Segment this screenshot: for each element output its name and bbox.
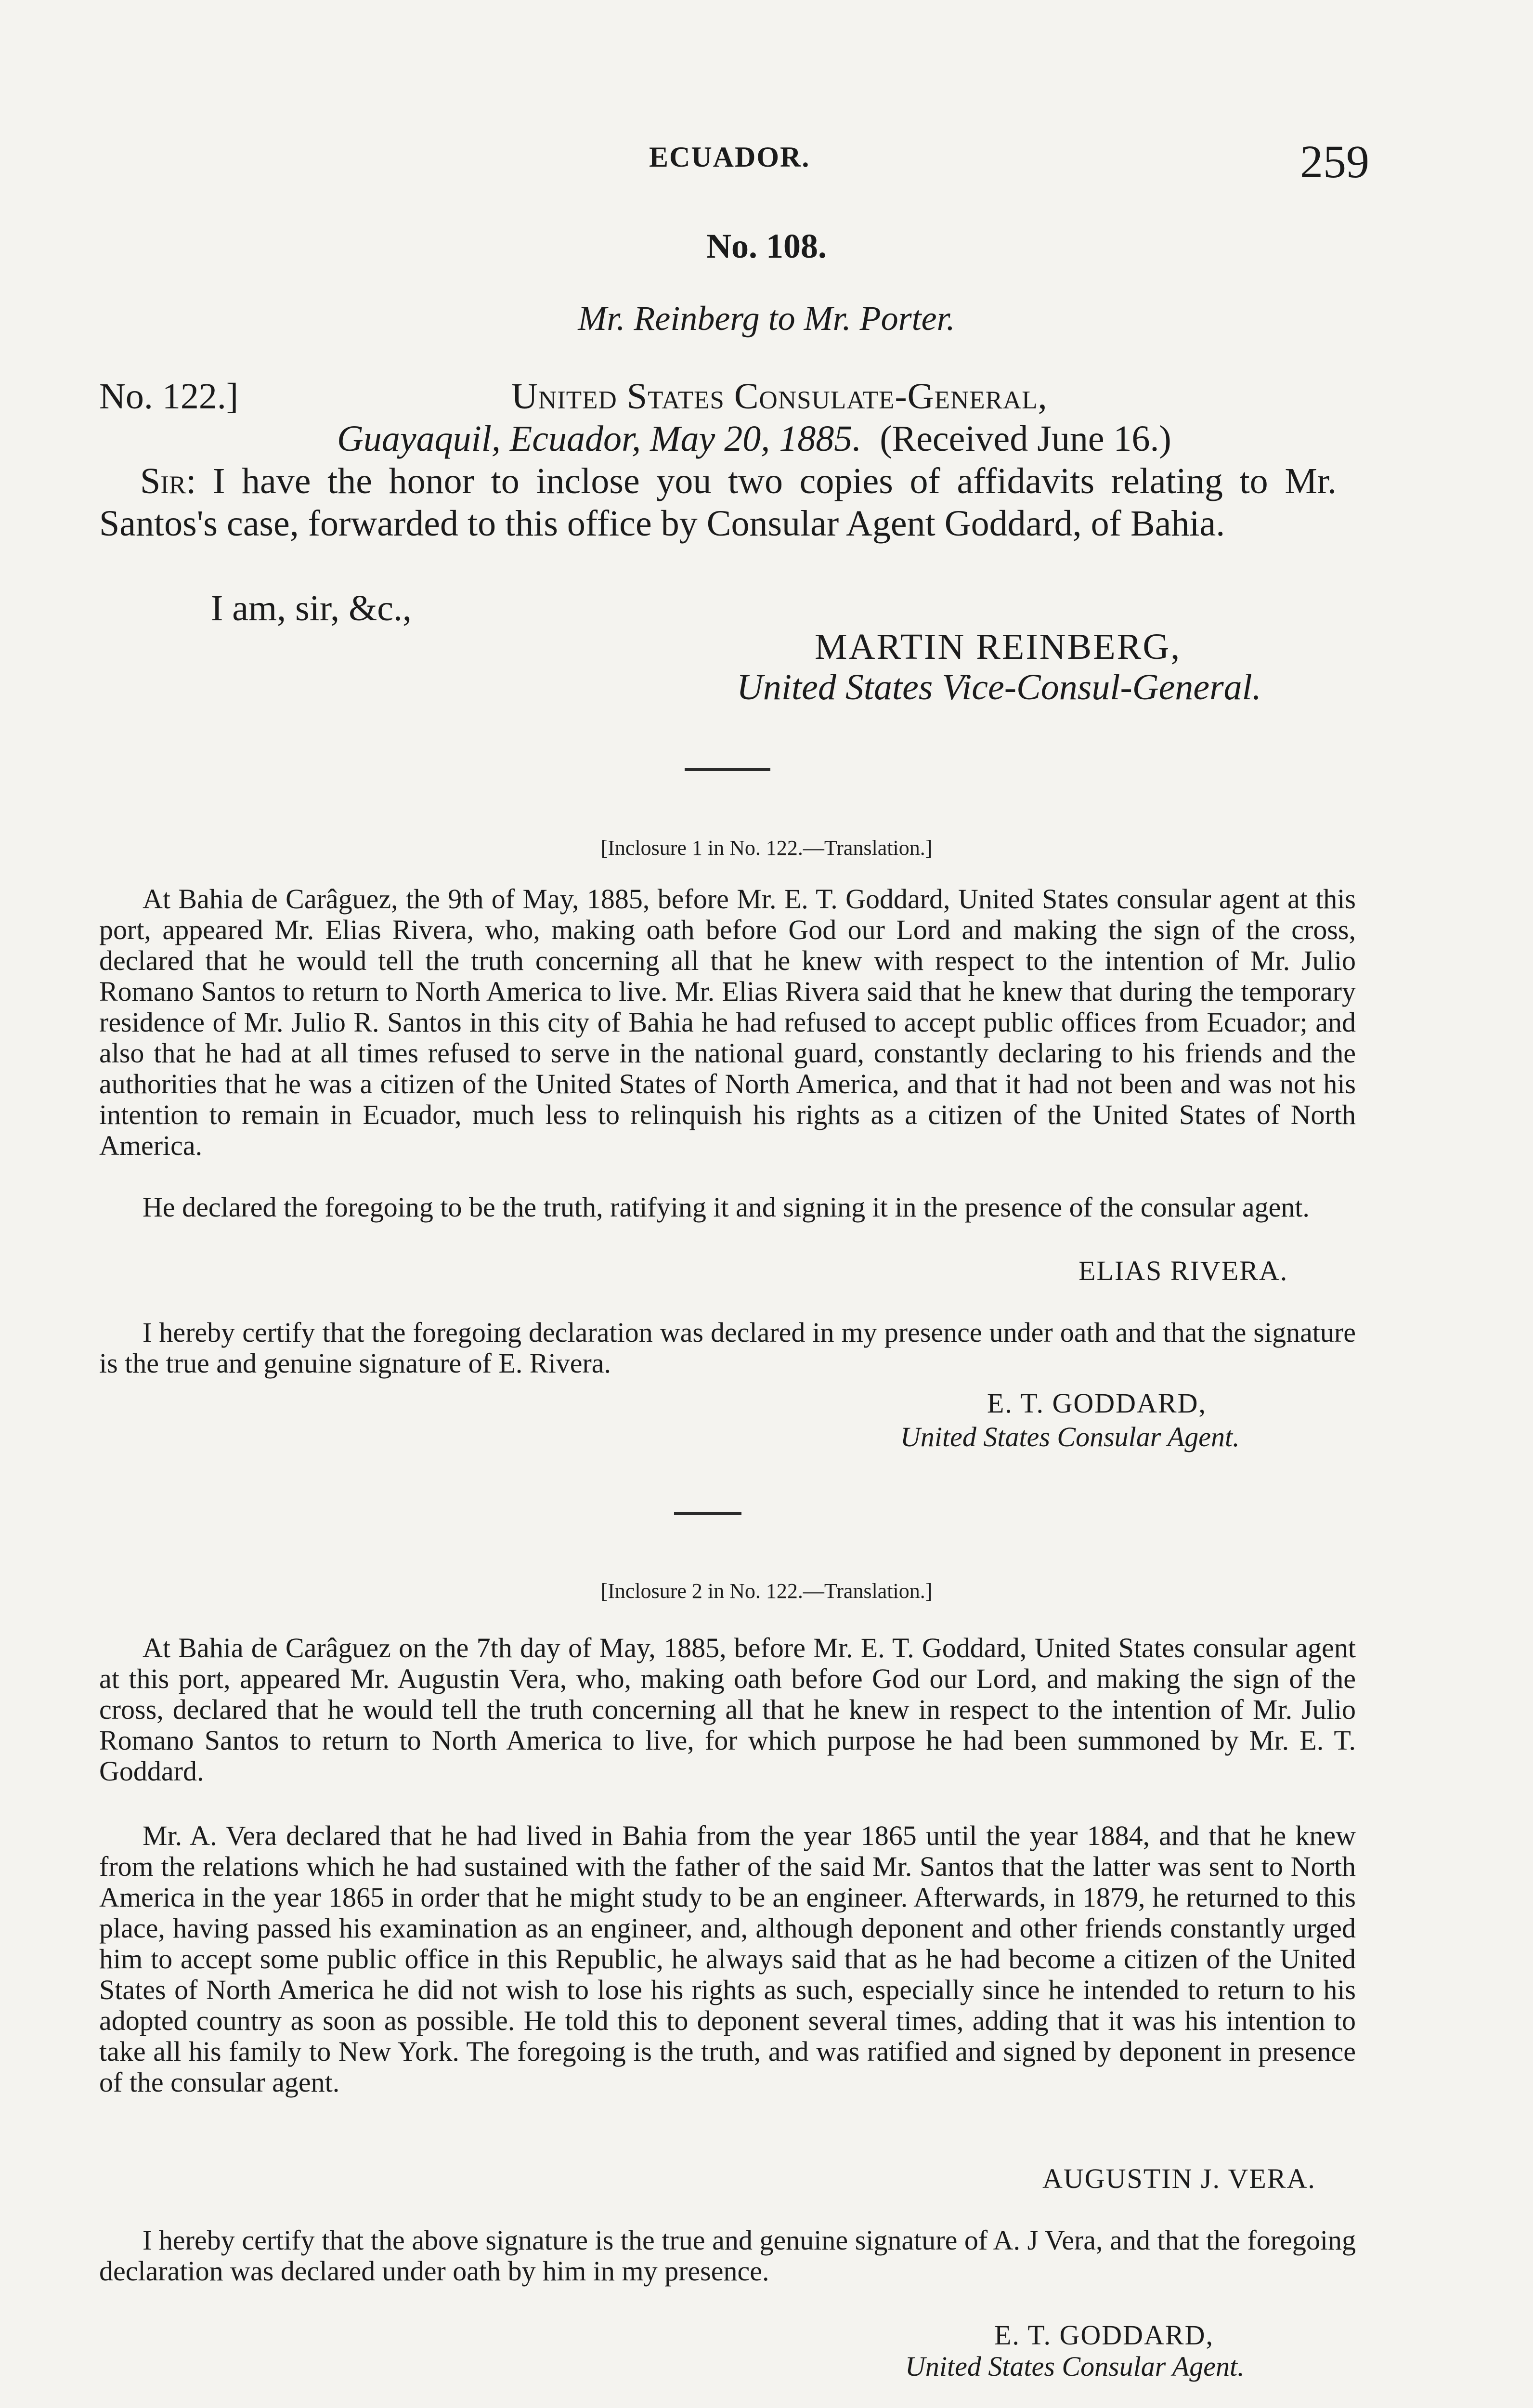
inclosure-1-certifier-name: E. T. GODDARD,: [987, 1387, 1207, 1419]
inclosure-2-certification: I hereby certify that the above signature is the true and genuine signature of A. J Vera, and that the foregoing declaration was declared under oath by him in my presence.: [99, 2225, 1356, 2287]
inclosure-2-heading: [Inclosure 2 in No. 122.—Translation.]: [600, 1579, 933, 1603]
inclosure-2-certifier-title: United States Consular Agent.: [905, 2351, 1245, 2382]
sender-organization: United States Consulate-General,: [511, 376, 1048, 417]
signature-title: United States Vice-Consul-General.: [737, 667, 1261, 707]
inclosure-1-paragraph-1: At Bahia de Carâguez, the 9th of May, 1885, before Mr. E. T. Goddard, United States consular agent at this port, appeared Mr. Elias Rivera, who, making oath before God our Lord and making the sign of the cross, declared that he would tell the truth concerning all that he knew with respect to the intention of Mr. Julio Romano Santos to return to North America to live. Mr. Elias Rivera said that he knew that during the temporary residence of Mr. Julio R. Santos in this city of Bahia he had refused to accept public offices from Ecuador; and also that he had at all times refused to serve in the national guard, constantly declaring to his friends and the authorities that he was a citizen of the United States of North America, and that it had not been and was not his intention to remain in Ecuador, much less to relinquish his rights as a citizen of the United States of North America.: [99, 883, 1356, 1161]
inclosure-1-signature: ELIAS RIVERA.: [1078, 1255, 1288, 1286]
inclosure-2-paragraph-1: At Bahia de Carâguez on the 7th day of May, 1885, before Mr. E. T. Goddard, United States consular agent at this port, appeared Mr. Augustin Vera, who, making oath before God our Lord, and making the sign of the cross, declared that he would tell the truth concerning all that he knew in respect to the intention of Mr. Julio Romano Santos to return to North America to live, for which purpose he had been summoned by Mr. E. T. Goddard.: [99, 1632, 1356, 1787]
signature-name: MARTIN REINBERG,: [815, 627, 1182, 667]
salutation: Sir:: [140, 461, 196, 501]
letter-body-text: I have the honor to inclose you two copies of affidavits relating to Mr. Santos's case, forwarded to this office by Consular Agent Goddard, of Bahia.: [99, 461, 1337, 544]
place-date-line: [337, 418, 1171, 460]
received-date: (Received June 16.): [880, 419, 1171, 459]
inclosure-2-paragraph-2: Mr. A. Vera declared that he had lived in Bahia from the year 1865 until the year 1884, and that he knew from the relations which he had sustained with the father of the said Mr. Santos that the latter was sent to North America in the year 1865 in order that he might study to be an engineer. Afterwards, in 1879, he returned to this place, having passed his examination as an engineer, and, although deponent and other friends constantly urged him to accept some public office in this Republic, he always said that as he had become a citizen of the United States of North America he did not wish to lose his rights as such, especially since he intended to return to his adopted country as soon as possible. He told this to deponent several times, adding that it was his intention to take all his family to New York. The foregoing is the truth, and was ratified and signed by deponent in presence of the consular agent.: [99, 1820, 1356, 2098]
inclosure-2-certifier-name: E. T. GODDARD,: [994, 2319, 1214, 2351]
page-number: 259: [1300, 136, 1369, 187]
section-divider: [674, 1512, 741, 1515]
letter-number: No. 122.]: [99, 376, 239, 417]
running-head: [0, 136, 1533, 189]
closing: I am, sir, &c.,: [211, 588, 412, 628]
place-date: Guayaquil, Ecuador, May 20, 1885.: [337, 419, 862, 459]
inclosure-2-signature: AUGUSTIN J. VERA.: [1042, 2163, 1316, 2194]
inclosure-1-paragraph-2: He declared the foregoing to be the truth, ratifying it and signing it in the presence of the consular agent.: [143, 1191, 1310, 1223]
letter-body: [99, 460, 1337, 545]
inclosure-1-certification: I hereby certify that the foregoing declaration was declared in my presence under oath and that the signature is the true and genuine signature of E. Rivera.: [99, 1317, 1356, 1379]
inclosure-1-heading: [Inclosure 1 in No. 122.—Translation.]: [600, 836, 933, 860]
inclosure-1-certifier-title: United States Consular Agent.: [900, 1421, 1240, 1453]
running-head-title: ECUADOR.: [649, 141, 810, 173]
document-number: No. 108.: [706, 227, 827, 265]
document-title: Mr. Reinberg to Mr. Porter.: [578, 299, 955, 338]
section-divider: [685, 768, 770, 771]
